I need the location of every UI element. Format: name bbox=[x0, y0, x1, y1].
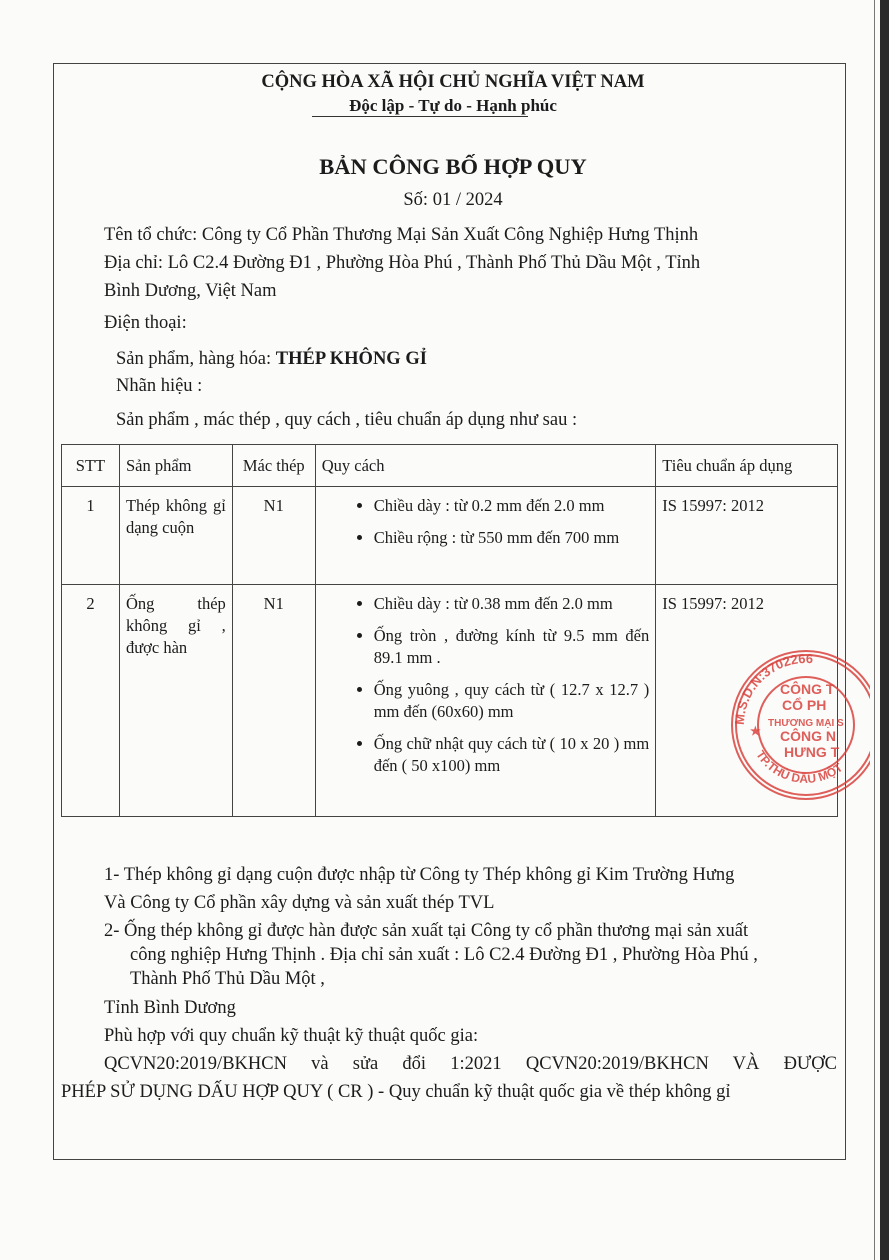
note-2-line-1: 2- Ống thép không gỉ được hàn được sản xuất tại Công ty cổ phần thương mại sản xuất bbox=[104, 921, 749, 941]
table-row bbox=[62, 585, 838, 817]
seal-bottom-text: TP.THỦ DẦU MỘT bbox=[753, 747, 846, 787]
spec-item: • Chiều dày : từ 0.38 mm đến 2.0 mm bbox=[374, 593, 650, 615]
seal-line: CÔNG T bbox=[780, 681, 835, 697]
brand-label: Nhãn hiệu : bbox=[116, 376, 203, 396]
spec-item: • Chiều rộng : từ 550 mm đến 700 mm bbox=[374, 527, 650, 549]
header-product: Sản phẩm bbox=[119, 445, 232, 487]
spec-table bbox=[61, 444, 838, 817]
cell-stt: 2 bbox=[62, 585, 120, 817]
cell-grade: N1 bbox=[232, 487, 315, 585]
cell-product: Thép không gỉ dạng cuộn bbox=[119, 487, 232, 585]
header-grade: Mác thép bbox=[232, 445, 315, 487]
seal-line: HƯNG T bbox=[784, 744, 840, 760]
company-seal bbox=[730, 640, 870, 810]
motto: Độc lập - Tự do - Hạnh phúc bbox=[349, 96, 557, 115]
document-title: BẢN CÔNG BỐ HỢP QUY bbox=[319, 154, 587, 179]
document-number: Số: 01 / 2024 bbox=[403, 190, 503, 210]
org-address-1: Địa chỉ: Lô C2.4 Đường Đ1 , Phường Hòa Phú , Thành Phố Thủ Dầu Một , Tỉnh bbox=[104, 253, 701, 273]
note-1-line-1: 1- Thép không gỉ dạng cuộn được nhập từ Công ty Thép không gỉ Kim Trường Hưng bbox=[104, 865, 735, 885]
scan-edge bbox=[880, 0, 889, 1260]
note-2-line-3: Thành Phố Thủ Dầu Một , bbox=[130, 969, 325, 989]
cell-product: Ống thép không gỉ , được hàn bbox=[119, 585, 232, 817]
table-header-row bbox=[62, 445, 838, 487]
product-label: Sản phẩm, hàng hóa: bbox=[116, 349, 276, 369]
cell-grade: N1 bbox=[232, 585, 315, 817]
product-value: THÉP KHÔNG GỈ bbox=[275, 349, 427, 369]
qcvn-line-1: QCVN20:2019/BKHCN và sửa đổi 1:2021 QCVN20:2019/BKHCN VÀ ĐƯỢC bbox=[104, 1054, 837, 1074]
note-1-line-2: Và Công ty Cổ phần xây dựng và sản xuất thép TVL bbox=[104, 893, 495, 913]
province: Tỉnh Bình Dương bbox=[104, 998, 236, 1018]
conformity-statement: Phù hợp với quy chuẩn kỹ thuật kỹ thuật quốc gia: bbox=[104, 1026, 479, 1046]
org-phone: Điện thoại: bbox=[104, 313, 187, 333]
qcvn-line-2: PHÉP SỬ DỤNG DẤU HỢP QUY ( CR ) - Quy chuẩn kỹ thuật quốc gia về thép không gỉ bbox=[61, 1082, 731, 1102]
cell-standard: IS 15997: 2012 bbox=[656, 487, 838, 585]
cell-stt: 1 bbox=[62, 487, 120, 585]
header-stt: STT bbox=[62, 445, 120, 487]
org-address-2: Bình Dương, Việt Nam bbox=[104, 281, 277, 301]
motto-underline bbox=[312, 116, 528, 117]
table-row bbox=[62, 487, 838, 585]
spec-item: • Ống tròn , đường kính từ 9.5 mm đến 89.1 mm . bbox=[374, 625, 650, 669]
spec-item: • Ống yuông , quy cách từ ( 12.7 x 12.7 ) mm đến (60x60) mm bbox=[374, 679, 650, 723]
header-spec: Quy cách bbox=[315, 445, 656, 487]
seal-line: THƯƠNG MẠI S bbox=[768, 718, 844, 729]
country-heading: CỘNG HÒA XÃ HỘI CHỦ NGHĨA VIỆT NAM bbox=[261, 72, 645, 92]
product-line bbox=[116, 348, 427, 370]
table-intro: Sản phẩm , mác thép , quy cách , tiêu chuẩn áp dụng như sau : bbox=[116, 410, 578, 430]
spec-item: • Chiều dày : từ 0.2 mm đến 2.0 mm bbox=[374, 495, 650, 517]
note-2-line-2: công nghiệp Hưng Thịnh . Địa chỉ sản xuất : Lô C2.4 Đường Đ1 , Phường Hòa Phú , bbox=[130, 945, 758, 965]
cell-spec bbox=[315, 487, 656, 585]
seal-line: CÔNG N bbox=[780, 728, 836, 744]
header-standard: Tiêu chuẩn áp dụng bbox=[656, 445, 838, 487]
seal-line: CỔ PH bbox=[782, 697, 827, 713]
org-name: Tên tổ chức: Công ty Cổ Phần Thương Mại Sản Xuất Công Nghiệp Hưng Thịnh bbox=[104, 225, 699, 245]
cell-spec bbox=[315, 585, 656, 817]
spec-item: • Ống chữ nhật quy cách từ ( 10 x 20 ) mm đến ( 50 x100) mm bbox=[374, 733, 650, 777]
seal-ring-text: M.S.D.N:3702266 bbox=[731, 650, 814, 726]
seal-star-icon: ★ bbox=[750, 724, 761, 738]
cell-standard: IS 15997: 2012 bbox=[656, 585, 838, 817]
scan-edge-line bbox=[874, 0, 875, 1260]
